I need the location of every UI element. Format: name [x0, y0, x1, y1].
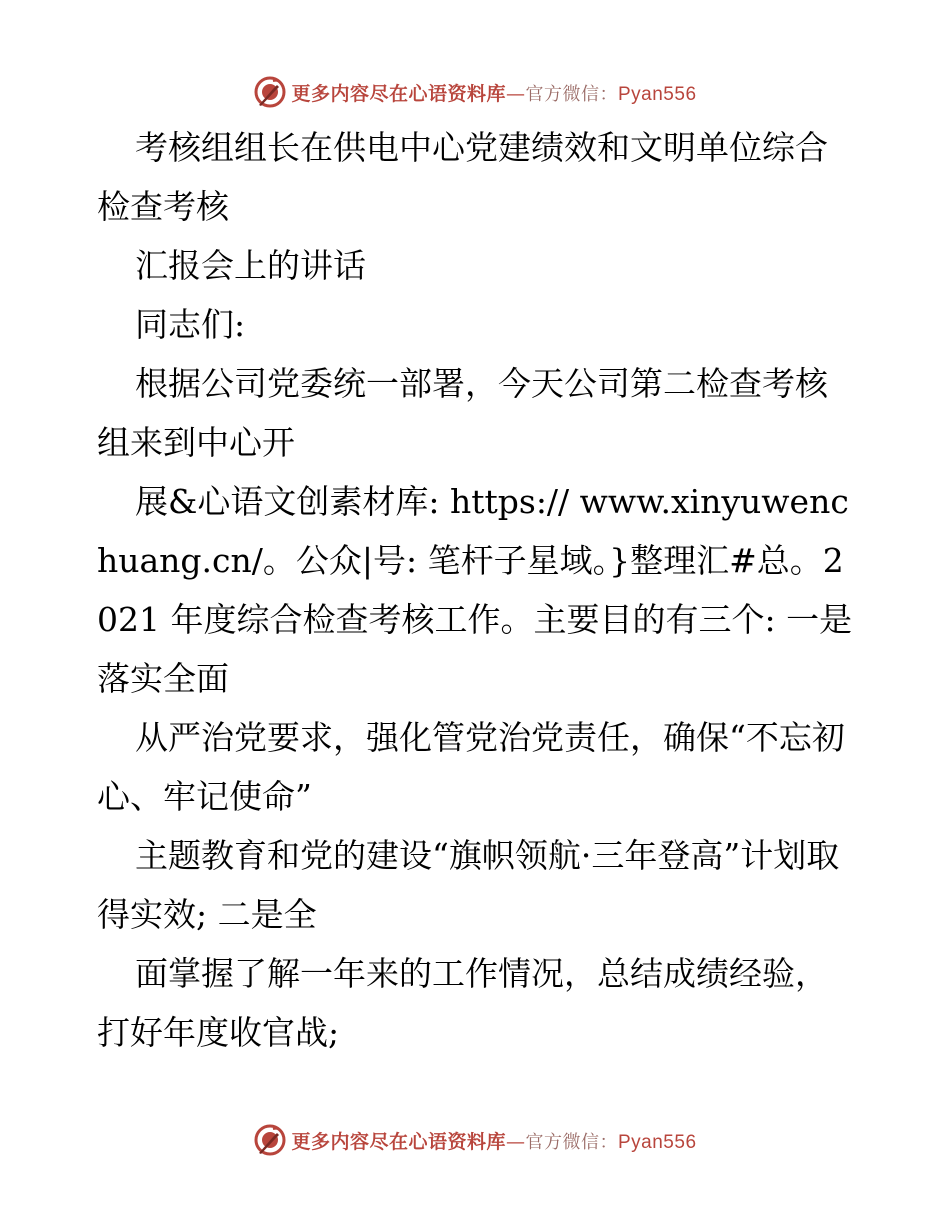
paragraph: 根据公司党委统一部署，今天公司第二检查考核组来到中心开	[97, 364, 828, 462]
paragraph: 汇报会上的讲话	[135, 246, 366, 285]
pen-logo-icon	[253, 1123, 287, 1157]
paragraph: 同志们:	[135, 305, 246, 344]
header-text	[291, 79, 696, 106]
footer-slogan: 更多内容尽在心语资料库	[291, 1130, 506, 1153]
header-wechat-label: 官方微信：	[525, 83, 618, 105]
footer-wechat-label: 官方微信：	[525, 1131, 618, 1153]
header-wechat-id: Pyan556	[618, 83, 697, 105]
footer-dash: —	[506, 1130, 526, 1153]
paragraph: 面掌握了解一年来的工作情况，总结成绩经验，打好年度收官战;	[97, 954, 828, 1052]
paragraph: 主题教育和党的建设“旗帜领航·三年登高”计划取得实效; 二是全	[97, 836, 840, 934]
header-slogan: 更多内容尽在心语资料库	[291, 82, 506, 105]
header-dash: —	[506, 82, 526, 105]
footer-banner	[0, 1120, 950, 1160]
pen-logo-icon	[253, 75, 287, 109]
header-banner	[0, 72, 950, 112]
document-body	[97, 118, 857, 1062]
paragraph: 展&心语文创素材库: https:// www.xinyuwenchuang.cn/。公众|号: 笔杆子星域。}整理汇#总。2021 年度综合检查考核工作。主要目的有三个: 一是落实全面	[97, 482, 853, 698]
paragraph: 从严治党要求，强化管党治党责任，确保“不忘初心、牢记使命”	[97, 718, 845, 816]
paragraph: 考核组组长在供电中心党建绩效和文明单位综合检查考核	[97, 128, 828, 226]
footer-text	[291, 1127, 696, 1154]
footer-wechat-id: Pyan556	[618, 1131, 697, 1153]
